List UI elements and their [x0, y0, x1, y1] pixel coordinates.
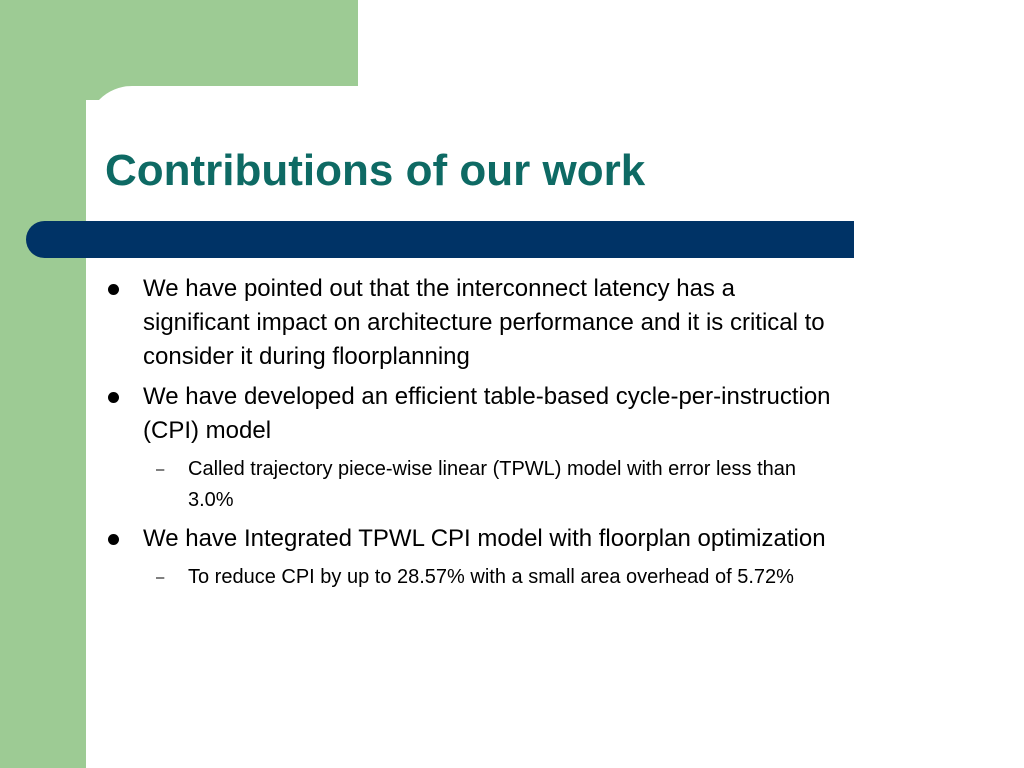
bullet-text: We have pointed out that the interconnect latency has a significant impact on architecture performance and it is critical to consider it during floorplanning	[143, 275, 825, 370]
bullet-text: We have developed an efficient table-based cycle-per-instruction (CPI) model	[143, 383, 831, 444]
bullet-text: We have Integrated TPWL CPI model with floorplan optimization	[143, 525, 826, 552]
sub-bullet-text: To reduce CPI by up to 28.57% with a small area overhead of 5.72%	[188, 566, 794, 588]
bullet-item	[105, 522, 835, 556]
dash-icon: –	[156, 461, 165, 478]
bullet-dot-icon	[108, 284, 119, 295]
slide-title: Contributions of our work	[105, 146, 646, 195]
green-accent-left	[0, 0, 86, 768]
title-underline-bar	[26, 221, 854, 258]
bullet-dot-icon	[108, 392, 119, 403]
bullet-dot-icon	[108, 534, 119, 545]
sub-bullet-item	[143, 562, 835, 593]
bullet-item	[105, 380, 835, 448]
bullet-list	[105, 272, 835, 599]
sub-bullet-text: Called trajectory piece-wise linear (TPWL) model with error less than 3.0%	[188, 458, 796, 511]
bullet-item	[105, 272, 835, 374]
dash-icon: –	[156, 569, 165, 586]
sub-bullet-item	[143, 454, 835, 516]
